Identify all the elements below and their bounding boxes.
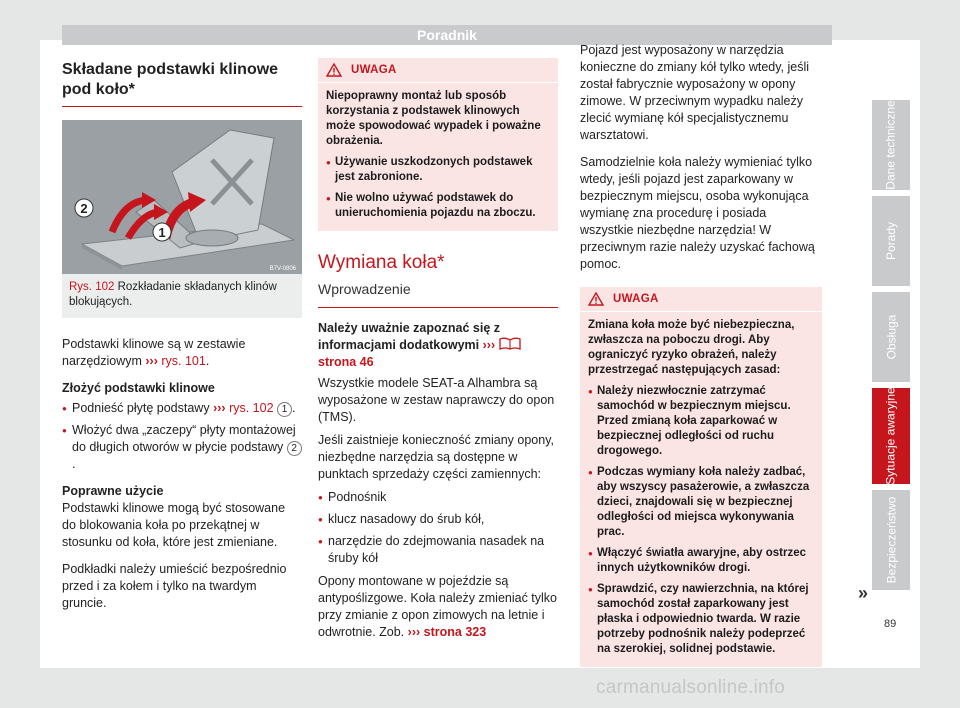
callout-1: 1 (158, 225, 166, 240)
book-icon (499, 337, 521, 350)
tab-porady[interactable] (872, 196, 910, 286)
punct: . (72, 457, 76, 471)
paragraph: Samodzielnie koła należy wymieniać tylko wtedy, jeśli pojazd jest zaparkowany w bezpiecznym miejscu, osoba wykonująca wymianę zna procedurę i posiada wszystkie niezbędne narzędzia! W przeciwnym razie należy uzyskać fachową pomoc. (580, 155, 815, 271)
note-text: Należy uważnie zapoznać się z informacjami dodatkowymi (318, 321, 501, 352)
ref-arrow: ››› (482, 338, 496, 352)
figure-caption (62, 274, 302, 318)
warning-header (580, 287, 822, 312)
proper-use-heading: Poprawne użycie (62, 484, 164, 498)
fold-heading: Złożyć podstawki klinowe (62, 381, 215, 395)
ref-arrow: ››› (407, 625, 421, 639)
punct: . (205, 354, 210, 368)
warning-intro: Zmiana koła może być niebezpieczna, zwłaszcza na poboczu drogi. Aby ograniczyć ryzyko obrażeń, należy przestrzegać następujących zasad: (588, 319, 795, 376)
tab-dane-techniczne[interactable] (872, 100, 910, 190)
page-link[interactable]: strona 323 (423, 625, 487, 639)
watermark: carmanualsonline.info (596, 677, 786, 698)
intro-text: Podstawki klinowe są w zestawie narzędziowym (62, 337, 246, 368)
list-item (62, 400, 302, 417)
ref-arrow: ››› (213, 401, 226, 415)
figure-code: B7V-0806 (269, 266, 296, 272)
tab-label: Sytuacje awaryjne (884, 387, 899, 485)
placement-text: Podkładki należy umieścić bezpośrednio przed i za kołem i tylko na twardym gruncie. (62, 562, 287, 610)
warning-item: ● Nie wolno używać podstawek do unieruchomienia pojazdu na zboczu. (326, 191, 550, 221)
bullet-text: Włożyć dwa „zaczepy“ płyty montażowej do długich otworów w płycie podstawy (72, 423, 296, 454)
tab-sytuacje-awaryjne[interactable] (872, 388, 910, 484)
page-link[interactable]: strona 46 (318, 355, 374, 369)
tab-label: Dane techniczne (884, 100, 899, 190)
list-item: ● narzędzie do zdejmowania nasadek na śruby kół (318, 533, 558, 567)
list-item: ● Podnośnik (318, 489, 558, 506)
warning-body (318, 83, 558, 231)
tab-label: Bezpieczeństwo (884, 496, 898, 584)
warning-item: ● Sprawdzić, czy nawierzchnia, na której samochód został zaparkowany jest płaska i odpowiednio twarda. W razie potrzeby podnośnik należy podeprzeć na szerokiej, solidnej podstawie. (588, 582, 814, 657)
callout-badge: 1 (277, 402, 292, 417)
warning-box (580, 287, 822, 667)
page-number: 89 (884, 618, 897, 630)
tab-label: Porady (884, 221, 898, 261)
list-item: ● klucz nasadowy do śrub kół, (318, 511, 558, 528)
list-item (62, 422, 302, 473)
proper-use-text: Podstawki klinowe mogą być stosowane do blokowania koła po przekątnej w stosunku od koła, które jest zmieniane. (62, 501, 286, 549)
warning-item: ● Używanie uszkodzonych podstawek jest zabronione. (326, 155, 550, 185)
warning-item: ● Podczas wymiany koła należy zadbać, aby wszyscy pasażerowie, a zwłaszcza dzieci, znajdowali się w bezpiecznej odległości od miejsca wykonywania prac. (588, 465, 814, 540)
section-title: Składane podstawki klinowe pod koło* (62, 60, 302, 107)
wheel-chock-drawing (62, 120, 302, 274)
figure-link[interactable]: rys. 102 (229, 401, 274, 415)
caption-text: Rozkładanie składanych klinów blokujących. (69, 281, 277, 308)
chapter-title: Wymiana koła* (318, 252, 445, 273)
tab-bezpieczenstwo[interactable] (872, 490, 910, 590)
warning-box (318, 58, 558, 231)
paragraph: Pojazd jest wyposażony w narzędzia konieczne do zmiany kół tylko wtedy, jeśli został fabrycznie wyposażony w opony zimowe. W przeciwnym wypadku należy zlecić wymianę kół specjalistycznemu warsztatowi. (580, 43, 810, 142)
page-header: Poradnik (62, 25, 832, 45)
chapter-subtitle: Wprowadzenie (318, 280, 558, 308)
figure-link[interactable]: rys. 101 (161, 354, 206, 368)
intro-paragraph (62, 336, 302, 370)
callout-2: 2 (80, 201, 88, 216)
right-column (580, 42, 822, 667)
wheel-chock-illustration (62, 120, 302, 274)
additional-info-note (318, 320, 558, 371)
continued-icon: » (858, 583, 869, 603)
warning-label: UWAGA (351, 64, 397, 76)
punct: . (292, 401, 296, 415)
tab-label: Obsługa (884, 314, 899, 360)
warning-intro: Niepoprawny montaż lub sposób korzystania z podstawek klinowych może spowodować wypadek i poważne obrażenia. (326, 90, 541, 147)
warning-label: UWAGA (613, 293, 659, 305)
paragraph: Wszystkie modele SEAT-a Alhambra są wyposażone w zestaw naprawczy do opon (TMS). (318, 376, 555, 424)
bullet-text: Podnieść płytę podstawy (72, 401, 210, 415)
paragraph (318, 573, 558, 641)
warning-item: ● Włączyć światła awaryjne, aby ostrzec innych użytkowników drogi. (588, 546, 814, 576)
warning-body (580, 312, 822, 667)
ref-arrow: ››› (145, 354, 158, 368)
middle-column (318, 58, 558, 641)
figure-number: Rys. 102 (69, 281, 115, 293)
tab-obsluga[interactable] (872, 292, 910, 382)
paragraph: Jeśli zaistnieje konieczność zmiany opony, niezbędne narzędzia są dostępne w punktach sprzedaży części zamiennych: (318, 433, 554, 481)
warning-item: ● Należy niezwłocznie zatrzymać samochód w bezpiecznym miejscu. Przed zmianą koła zaparkować w bezpiecznej odległości od ruchu drogowego. (588, 384, 814, 459)
left-column (62, 58, 302, 612)
warning-icon (588, 292, 604, 306)
paragraph-text: Opony montowane w pojeździe są antypoślizgowe. Koła należy zmieniać tylko przy zmianie z opon zimowych na letnie i odwrotnie. Zob. (318, 574, 558, 639)
callout-badge: 2 (287, 441, 302, 456)
warning-icon (326, 63, 342, 77)
warning-header (318, 58, 558, 83)
